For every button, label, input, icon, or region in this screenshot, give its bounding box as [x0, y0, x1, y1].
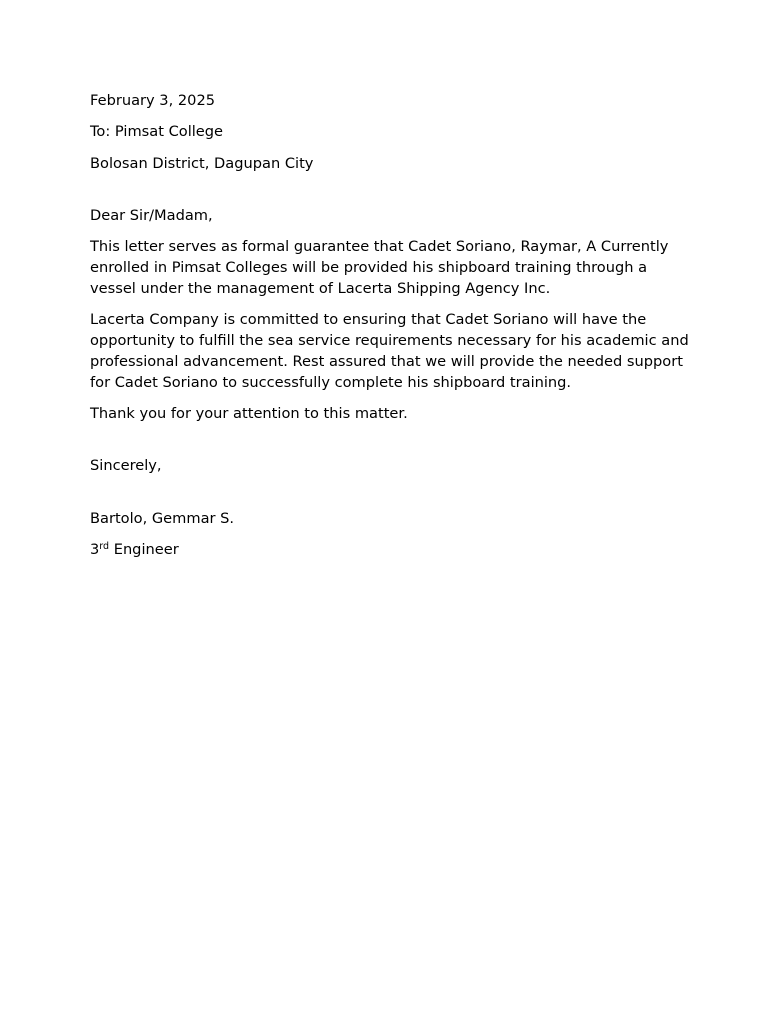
- letter-date: February 3, 2025: [90, 92, 216, 109]
- signer-title-number: 3: [90, 540, 100, 558]
- salutation: Dear Sir/Madam,: [90, 206, 213, 224]
- letter-body: [90, 91, 690, 571]
- signer-title: [90, 540, 690, 561]
- signer-title-role: Engineer: [109, 540, 179, 558]
- body-paragraph-2: Lacerta Company is committed to ensuring that Cadet Soriano will have the opportunity to fulfill the sea service requirements necessary for his academic and professional advancement. Rest assured that we will provide the needed support for Cadet Soriano to successfully complete his shipboard training.: [90, 311, 689, 391]
- body-paragraph-3: Thank you for your attention to this matter.: [90, 405, 408, 423]
- blank-line: [90, 488, 690, 509]
- recipient-line-2: Bolosan District, Dagupan City: [90, 154, 314, 172]
- signer-title-suffix: rd: [99, 540, 110, 552]
- blank-line: [90, 436, 690, 457]
- body-paragraph-1: This letter serves as formal guarantee that Cadet Soriano, Raymar, A Currently enrolled in Pimsat Colleges will be provided his shipboard training through a vessel under the management of Lacerta Shipping Agency Inc.: [90, 238, 669, 297]
- blank-line: [90, 185, 690, 206]
- signer-name: Bartolo, Gemmar S.: [90, 509, 235, 527]
- recipient-line-1: To: Pimsat College: [90, 123, 224, 141]
- closing: Sincerely,: [90, 457, 162, 475]
